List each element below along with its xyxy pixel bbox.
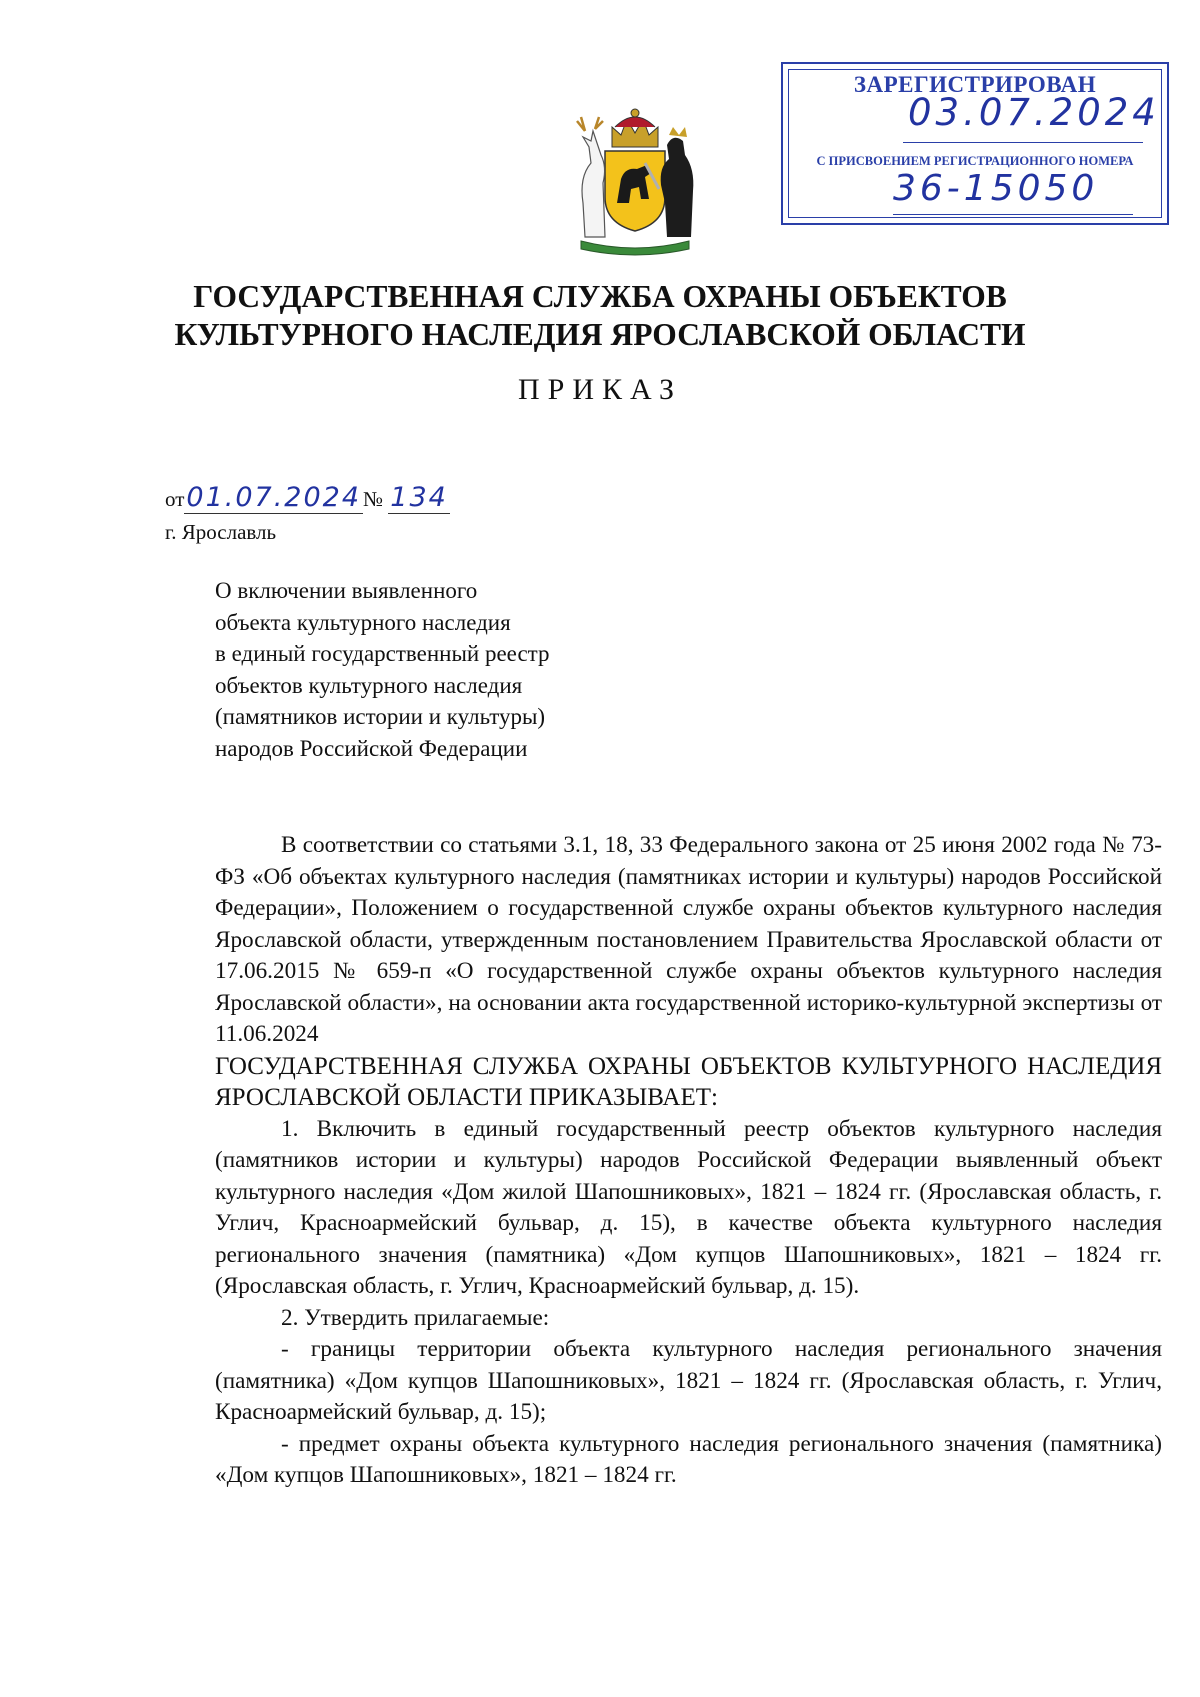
- order-item-2-b: - предмет охраны объекта культурного наследия регионального значения (памятника) «Дом купцов Шапошниковых», 1821 – 1824 гг.: [215, 1430, 1162, 1488]
- order-item-1: 1. Включить в единый государственный реестр объектов культурного наследия (памятников истории и культуры) народов Российской Федерации выявленный объект культурного наследия «Дом жилой Шапошниковых», 1821 – 1824 гг. (Ярославская область, г. Углич, Красноармейский бульвар, д. 15), в качестве объекта культурного наследия регионального значения (памятника) «Дом купцов Шапошниковых», 1821 – 1824 гг. (Ярославская область, г. Углич, Красноармейский бульвар, д. 15).: [215, 1115, 1162, 1299]
- order-item-2-a: - границы территории объекта культурного наследия регионального значения (памятника) «Дом купцов Шапошниковых», 1821 – 1824 гг. (Ярославская область, г. Углич, Красноармейский бульвар, д. 15);: [215, 1336, 1162, 1425]
- stamp-title: ЗАРЕГИСТРИРОВАН: [853, 72, 1097, 97]
- order-item-2: 2. Утвердить прилагаемые:: [281, 1304, 550, 1331]
- subject-line: объектов культурного наследия: [215, 672, 523, 698]
- preamble-paragraph: В соответствии со статьями 3.1, 18, 33 Федерального закона от 25 июня 2002 года № 73-ФЗ «Об объектах культурного наследия (памятниках истории и культуры) народов Российской Федерации», Положением о государственной службе охраны объектов культурного наследия Ярославской области, утвержденным постановлением Правительства Ярославской области от 17.06.2015 № 659-п «О государственной службе охраны объектов культурного наследия Ярославской области», на основании акта государственной историко-культурной экспертизы от 11.06.2024: [215, 832, 1162, 1047]
- coat-of-arms: [555, 107, 715, 257]
- order-city: г. Ярославль: [165, 520, 277, 544]
- subject-line: (памятников истории и культуры): [215, 704, 546, 729]
- subject-line: народов Российской Федерации: [215, 735, 528, 761]
- registration-stamp: [781, 62, 1169, 225]
- order-date: 01.07.2024: [186, 482, 361, 513]
- order-body: [215, 830, 1162, 1492]
- order-number: 134: [390, 482, 448, 513]
- number-label: №: [363, 487, 384, 511]
- subject-line: объекта культурного наследия: [215, 609, 511, 635]
- stamp-subtitle: С ПРИСВОЕНИЕМ РЕГИСТРАЦИОННОГО НОМЕРА: [816, 154, 1134, 168]
- order-date-line: [165, 482, 450, 513]
- from-label: от: [165, 487, 185, 511]
- subject-line: О включении выявленного: [215, 578, 478, 603]
- stamp-number-underline: [893, 214, 1133, 215]
- organization-header: [0, 278, 1200, 354]
- orders-statement: ГОСУДАРСТВЕННАЯ СЛУЖБА ОХРАНЫ ОБЪЕКТОВ КУЛЬТУРНОГО НАСЛЕДИЯ ЯРОСЛАВСКОЙ ОБЛАСТИ ПРИКАЗЫВАЕТ:: [215, 1052, 1162, 1111]
- subject-line: в единый государственный реестр: [215, 641, 550, 666]
- stamp-handwritten-number: 36-15050: [893, 168, 1099, 209]
- document-type: ПРИКАЗ: [518, 373, 682, 406]
- order-subject: [215, 575, 550, 764]
- stamp-handwritten-date: 03.07.2024: [908, 91, 1160, 134]
- stamp-date-underline: [903, 142, 1143, 143]
- organization-line-2: КУЛЬТУРНОГО НАСЛЕДИЯ ЯРОСЛАВСКОЙ ОБЛАСТИ: [174, 317, 1026, 352]
- organization-line-1: ГОСУДАРСТВЕННАЯ СЛУЖБА ОХРАНЫ ОБЪЕКТОВ: [193, 279, 1007, 314]
